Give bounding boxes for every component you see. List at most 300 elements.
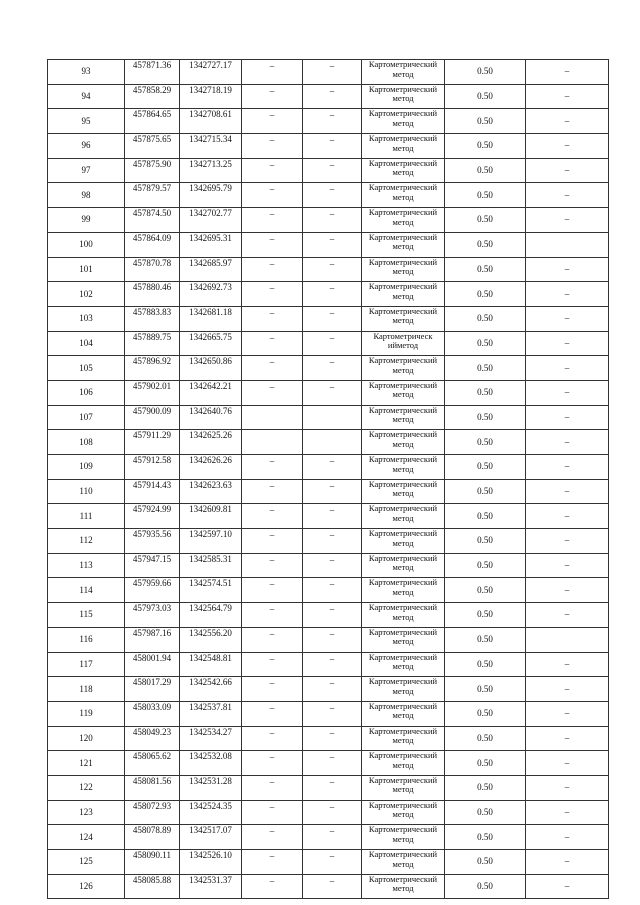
y-coordinate-cell: 1342665.75: [180, 331, 242, 356]
accuracy-cell: 0.50: [445, 60, 526, 85]
x-coordinate-cell: 458001.94: [125, 652, 180, 677]
table-row: [48, 134, 609, 159]
y-coordinate-cell: 1342623.63: [180, 479, 242, 504]
y-coordinate-cell: 1342695.31: [180, 232, 242, 257]
x-coordinate-cell: 457900.09: [125, 405, 180, 430]
method-cell: Картометрический метод: [362, 183, 445, 208]
x-coordinate-cell: 457875.65: [125, 134, 180, 159]
y-coordinate-cell: 1342531.37: [180, 874, 242, 899]
point-number-cell: 113: [48, 553, 125, 578]
accuracy-cell: 0.50: [445, 553, 526, 578]
method-cell: Картометрический метод: [362, 60, 445, 85]
x-coordinate-cell: 458049.23: [125, 726, 180, 751]
dash-cell-3: –: [526, 775, 609, 800]
method-cell: Картометрический метод: [362, 553, 445, 578]
dash-cell-2: –: [303, 479, 362, 504]
x-coordinate-cell: 457896.92: [125, 356, 180, 381]
y-coordinate-cell: 1342625.26: [180, 430, 242, 455]
accuracy-cell: 0.50: [445, 380, 526, 405]
y-coordinate-cell: 1342542.66: [180, 677, 242, 702]
accuracy-cell: 0.50: [445, 208, 526, 233]
accuracy-cell: 0.50: [445, 751, 526, 776]
y-coordinate-cell: 1342532.08: [180, 751, 242, 776]
dash-cell-2: –: [303, 84, 362, 109]
accuracy-cell: 0.50: [445, 455, 526, 480]
accuracy-cell: 0.50: [445, 257, 526, 282]
method-cell: Картометрический метод: [362, 874, 445, 899]
dash-cell-2: –: [303, 331, 362, 356]
accuracy-cell: 0.50: [445, 825, 526, 850]
point-number-cell: 124: [48, 825, 125, 850]
y-coordinate-cell: 1342718.19: [180, 84, 242, 109]
dash-cell-3: –: [526, 257, 609, 282]
table-row: [48, 726, 609, 751]
dash-cell-1: –: [242, 455, 303, 480]
table-row: [48, 825, 609, 850]
dash-cell-2: [303, 405, 362, 430]
dash-cell-1: –: [242, 751, 303, 776]
dash-cell-3: –: [526, 677, 609, 702]
dash-cell-2: –: [303, 553, 362, 578]
accuracy-cell: 0.50: [445, 529, 526, 554]
dash-cell-3: –: [526, 652, 609, 677]
dash-cell-1: –: [242, 232, 303, 257]
accuracy-cell: 0.50: [445, 183, 526, 208]
dash-cell-3: –: [526, 504, 609, 529]
x-coordinate-cell: 458065.62: [125, 751, 180, 776]
accuracy-cell: 0.50: [445, 775, 526, 800]
method-cell: Картометрический метод: [362, 257, 445, 282]
point-number-cell: 118: [48, 677, 125, 702]
point-number-cell: 102: [48, 282, 125, 307]
dash-cell-3: –: [526, 208, 609, 233]
dash-cell-1: –: [242, 84, 303, 109]
dash-cell-1: –: [242, 60, 303, 85]
method-cell: Картометрический метод: [362, 208, 445, 233]
x-coordinate-cell: 457924.99: [125, 504, 180, 529]
table-row: [48, 751, 609, 776]
dash-cell-2: –: [303, 726, 362, 751]
table-row: [48, 306, 609, 331]
table-row: [48, 60, 609, 85]
x-coordinate-cell: 457973.03: [125, 603, 180, 628]
accuracy-cell: 0.50: [445, 134, 526, 159]
point-number-cell: 125: [48, 850, 125, 875]
accuracy-cell: 0.50: [445, 84, 526, 109]
method-cell: Картометрический метод: [362, 850, 445, 875]
dash-cell-1: –: [242, 282, 303, 307]
dash-cell-3: –: [526, 553, 609, 578]
table-row: [48, 701, 609, 726]
dash-cell-3: –: [526, 874, 609, 899]
method-cell: Картометрический метод: [362, 701, 445, 726]
y-coordinate-cell: 1342640.76: [180, 405, 242, 430]
x-coordinate-cell: 458090.11: [125, 850, 180, 875]
method-cell: Картометрический метод: [362, 109, 445, 134]
y-coordinate-cell: 1342715.34: [180, 134, 242, 159]
accuracy-cell: 0.50: [445, 652, 526, 677]
table-row: [48, 850, 609, 875]
accuracy-cell: 0.50: [445, 874, 526, 899]
x-coordinate-cell: 457889.75: [125, 331, 180, 356]
dash-cell-2: –: [303, 60, 362, 85]
table-row: [48, 874, 609, 899]
dash-cell-1: –: [242, 553, 303, 578]
table-row: [48, 430, 609, 455]
point-number-cell: 112: [48, 529, 125, 554]
dash-cell-3: [526, 627, 609, 652]
x-coordinate-cell: 457912.58: [125, 455, 180, 480]
dash-cell-2: –: [303, 627, 362, 652]
point-number-cell: 101: [48, 257, 125, 282]
dash-cell-3: –: [526, 455, 609, 480]
point-number-cell: 95: [48, 109, 125, 134]
accuracy-cell: 0.50: [445, 405, 526, 430]
table-row: [48, 775, 609, 800]
x-coordinate-cell: 457864.09: [125, 232, 180, 257]
dash-cell-2: –: [303, 183, 362, 208]
method-cell: Картометрический метод: [362, 455, 445, 480]
dash-cell-2: –: [303, 751, 362, 776]
y-coordinate-cell: 1342524.35: [180, 800, 242, 825]
y-coordinate-cell: 1342626.26: [180, 455, 242, 480]
dash-cell-1: –: [242, 158, 303, 183]
point-number-cell: 96: [48, 134, 125, 159]
dash-cell-1: –: [242, 356, 303, 381]
x-coordinate-cell: 457879.57: [125, 183, 180, 208]
dash-cell-3: –: [526, 726, 609, 751]
accuracy-cell: 0.50: [445, 158, 526, 183]
dash-cell-2: –: [303, 282, 362, 307]
dash-cell-2: –: [303, 380, 362, 405]
accuracy-cell: 0.50: [445, 677, 526, 702]
dash-cell-1: –: [242, 504, 303, 529]
method-cell: Картометрический метод: [362, 652, 445, 677]
x-coordinate-cell: 458078.89: [125, 825, 180, 850]
x-coordinate-cell: 457874.50: [125, 208, 180, 233]
accuracy-cell: 0.50: [445, 800, 526, 825]
dash-cell-2: –: [303, 775, 362, 800]
y-coordinate-cell: 1342681.18: [180, 306, 242, 331]
method-cell: Картометрический метод: [362, 405, 445, 430]
dash-cell-1: –: [242, 257, 303, 282]
accuracy-cell: 0.50: [445, 430, 526, 455]
y-coordinate-cell: 1342548.81: [180, 652, 242, 677]
table-row: [48, 652, 609, 677]
dash-cell-2: –: [303, 677, 362, 702]
dash-cell-1: –: [242, 701, 303, 726]
method-cell: Картометрический метод: [362, 380, 445, 405]
point-number-cell: 111: [48, 504, 125, 529]
accuracy-cell: 0.50: [445, 726, 526, 751]
dash-cell-3: –: [526, 430, 609, 455]
y-coordinate-cell: 1342585.31: [180, 553, 242, 578]
point-number-cell: 99: [48, 208, 125, 233]
method-cell: Картометрический метод: [362, 775, 445, 800]
point-number-cell: 97: [48, 158, 125, 183]
method-cell: Картометрическ ийметод: [362, 331, 445, 356]
table-row: [48, 208, 609, 233]
dash-cell-3: –: [526, 306, 609, 331]
y-coordinate-cell: 1342650.86: [180, 356, 242, 381]
dash-cell-2: –: [303, 701, 362, 726]
dash-cell-1: –: [242, 380, 303, 405]
method-cell: Картометрический метод: [362, 158, 445, 183]
table-row: [48, 109, 609, 134]
dash-cell-1: [242, 430, 303, 455]
point-number-cell: 116: [48, 627, 125, 652]
dash-cell-1: –: [242, 677, 303, 702]
method-cell: Картометрический метод: [362, 751, 445, 776]
method-cell: Картометрический метод: [362, 232, 445, 257]
method-cell: Картометрический метод: [362, 504, 445, 529]
x-coordinate-cell: 457883.83: [125, 306, 180, 331]
dash-cell-3: –: [526, 356, 609, 381]
x-coordinate-cell: 457858.29: [125, 84, 180, 109]
x-coordinate-cell: 458033.09: [125, 701, 180, 726]
dash-cell-3: –: [526, 701, 609, 726]
table-row: [48, 356, 609, 381]
dash-cell-3: –: [526, 529, 609, 554]
dash-cell-2: –: [303, 850, 362, 875]
dash-cell-2: –: [303, 529, 362, 554]
method-cell: Картометрический метод: [362, 134, 445, 159]
method-cell: Картометрический метод: [362, 306, 445, 331]
y-coordinate-cell: 1342695.79: [180, 183, 242, 208]
dash-cell-1: –: [242, 134, 303, 159]
dash-cell-2: –: [303, 455, 362, 480]
method-cell: Картометрический метод: [362, 627, 445, 652]
x-coordinate-cell: 458072.93: [125, 800, 180, 825]
table-row: [48, 84, 609, 109]
table-row: [48, 479, 609, 504]
table-row: [48, 331, 609, 356]
dash-cell-1: –: [242, 208, 303, 233]
table-row: [48, 282, 609, 307]
y-coordinate-cell: 1342713.25: [180, 158, 242, 183]
point-number-cell: 121: [48, 751, 125, 776]
dash-cell-2: –: [303, 504, 362, 529]
point-number-cell: 107: [48, 405, 125, 430]
dash-cell-3: –: [526, 282, 609, 307]
dash-cell-2: –: [303, 652, 362, 677]
accuracy-cell: 0.50: [445, 578, 526, 603]
point-number-cell: 109: [48, 455, 125, 480]
accuracy-cell: 0.50: [445, 109, 526, 134]
table-row: [48, 529, 609, 554]
x-coordinate-cell: 458081.56: [125, 775, 180, 800]
dash-cell-2: –: [303, 356, 362, 381]
y-coordinate-cell: 1342534.27: [180, 726, 242, 751]
dash-cell-1: [242, 405, 303, 430]
x-coordinate-cell: 457987.16: [125, 627, 180, 652]
dash-cell-3: –: [526, 109, 609, 134]
method-cell: Картометрический метод: [362, 800, 445, 825]
method-cell: Картометрический метод: [362, 677, 445, 702]
y-coordinate-cell: 1342727.17: [180, 60, 242, 85]
table-row: [48, 405, 609, 430]
method-cell: Картометрический метод: [362, 479, 445, 504]
accuracy-cell: 0.50: [445, 603, 526, 628]
table-row: [48, 183, 609, 208]
point-number-cell: 120: [48, 726, 125, 751]
dash-cell-3: –: [526, 479, 609, 504]
point-number-cell: 119: [48, 701, 125, 726]
table-row: [48, 158, 609, 183]
accuracy-cell: 0.50: [445, 232, 526, 257]
dash-cell-1: –: [242, 109, 303, 134]
table-row: [48, 504, 609, 529]
coordinates-table: [47, 59, 609, 899]
table-row: [48, 677, 609, 702]
y-coordinate-cell: 1342556.20: [180, 627, 242, 652]
y-coordinate-cell: 1342517.07: [180, 825, 242, 850]
dash-cell-2: –: [303, 800, 362, 825]
dash-cell-3: –: [526, 603, 609, 628]
x-coordinate-cell: 457959.66: [125, 578, 180, 603]
accuracy-cell: 0.50: [445, 356, 526, 381]
dash-cell-3: –: [526, 84, 609, 109]
dash-cell-3: –: [526, 578, 609, 603]
method-cell: Картометрический метод: [362, 430, 445, 455]
y-coordinate-cell: 1342526.10: [180, 850, 242, 875]
dash-cell-3: –: [526, 825, 609, 850]
accuracy-cell: 0.50: [445, 479, 526, 504]
dash-cell-1: –: [242, 874, 303, 899]
y-coordinate-cell: 1342537.81: [180, 701, 242, 726]
dash-cell-3: –: [526, 751, 609, 776]
dash-cell-1: –: [242, 183, 303, 208]
x-coordinate-cell: 457902.01: [125, 380, 180, 405]
accuracy-cell: 0.50: [445, 850, 526, 875]
dash-cell-2: –: [303, 158, 362, 183]
dash-cell-1: –: [242, 529, 303, 554]
point-number-cell: 110: [48, 479, 125, 504]
dash-cell-2: –: [303, 257, 362, 282]
y-coordinate-cell: 1342708.61: [180, 109, 242, 134]
y-coordinate-cell: 1342597.10: [180, 529, 242, 554]
point-number-cell: 115: [48, 603, 125, 628]
dash-cell-2: –: [303, 578, 362, 603]
table-body: [48, 60, 609, 899]
dash-cell-1: –: [242, 479, 303, 504]
point-number-cell: 103: [48, 306, 125, 331]
x-coordinate-cell: 457911.29: [125, 430, 180, 455]
x-coordinate-cell: 457914.43: [125, 479, 180, 504]
table-row: [48, 455, 609, 480]
accuracy-cell: 0.50: [445, 331, 526, 356]
dash-cell-1: –: [242, 726, 303, 751]
dash-cell-2: –: [303, 208, 362, 233]
point-number-cell: 106: [48, 380, 125, 405]
method-cell: Картометрический метод: [362, 825, 445, 850]
table-row: [48, 257, 609, 282]
method-cell: Картометрический метод: [362, 529, 445, 554]
point-number-cell: 93: [48, 60, 125, 85]
y-coordinate-cell: 1342642.21: [180, 380, 242, 405]
y-coordinate-cell: 1342609.81: [180, 504, 242, 529]
dash-cell-1: –: [242, 578, 303, 603]
dash-cell-3: –: [526, 850, 609, 875]
dash-cell-1: –: [242, 775, 303, 800]
dash-cell-3: –: [526, 331, 609, 356]
y-coordinate-cell: 1342574.51: [180, 578, 242, 603]
point-number-cell: 117: [48, 652, 125, 677]
point-number-cell: 98: [48, 183, 125, 208]
dash-cell-3: [526, 232, 609, 257]
point-number-cell: 105: [48, 356, 125, 381]
dash-cell-1: –: [242, 652, 303, 677]
x-coordinate-cell: 457947.15: [125, 553, 180, 578]
dash-cell-1: –: [242, 850, 303, 875]
method-cell: Картометрический метод: [362, 726, 445, 751]
point-number-cell: 122: [48, 775, 125, 800]
dash-cell-2: –: [303, 306, 362, 331]
y-coordinate-cell: 1342692.73: [180, 282, 242, 307]
accuracy-cell: 0.50: [445, 306, 526, 331]
accuracy-cell: 0.50: [445, 504, 526, 529]
dash-cell-2: –: [303, 874, 362, 899]
method-cell: Картометрический метод: [362, 603, 445, 628]
method-cell: Картометрический метод: [362, 84, 445, 109]
dash-cell-2: –: [303, 134, 362, 159]
method-cell: Картометрический метод: [362, 356, 445, 381]
dash-cell-3: –: [526, 183, 609, 208]
x-coordinate-cell: 458085.88: [125, 874, 180, 899]
table-row: [48, 380, 609, 405]
point-number-cell: 108: [48, 430, 125, 455]
dash-cell-1: –: [242, 627, 303, 652]
dash-cell-2: [303, 430, 362, 455]
dash-cell-3: –: [526, 134, 609, 159]
x-coordinate-cell: 458017.29: [125, 677, 180, 702]
dash-cell-2: –: [303, 825, 362, 850]
table-row: [48, 603, 609, 628]
dash-cell-3: –: [526, 60, 609, 85]
y-coordinate-cell: 1342702.77: [180, 208, 242, 233]
dash-cell-1: –: [242, 306, 303, 331]
x-coordinate-cell: 457864.65: [125, 109, 180, 134]
dash-cell-1: –: [242, 603, 303, 628]
x-coordinate-cell: 457870.78: [125, 257, 180, 282]
point-number-cell: 104: [48, 331, 125, 356]
accuracy-cell: 0.50: [445, 701, 526, 726]
point-number-cell: 100: [48, 232, 125, 257]
table-row: [48, 627, 609, 652]
x-coordinate-cell: 457935.56: [125, 529, 180, 554]
point-number-cell: 123: [48, 800, 125, 825]
table-row: [48, 553, 609, 578]
dash-cell-3: –: [526, 380, 609, 405]
x-coordinate-cell: 457871.36: [125, 60, 180, 85]
dash-cell-3: –: [526, 158, 609, 183]
y-coordinate-cell: 1342685.97: [180, 257, 242, 282]
dash-cell-2: –: [303, 232, 362, 257]
dash-cell-2: –: [303, 603, 362, 628]
method-cell: Картометрический метод: [362, 282, 445, 307]
table-row: [48, 232, 609, 257]
accuracy-cell: 0.50: [445, 627, 526, 652]
point-number-cell: 114: [48, 578, 125, 603]
dash-cell-3: –: [526, 405, 609, 430]
table-row: [48, 578, 609, 603]
method-cell: Картометрический метод: [362, 578, 445, 603]
dash-cell-2: –: [303, 109, 362, 134]
dash-cell-1: –: [242, 825, 303, 850]
dash-cell-1: –: [242, 800, 303, 825]
point-number-cell: 126: [48, 874, 125, 899]
point-number-cell: 94: [48, 84, 125, 109]
